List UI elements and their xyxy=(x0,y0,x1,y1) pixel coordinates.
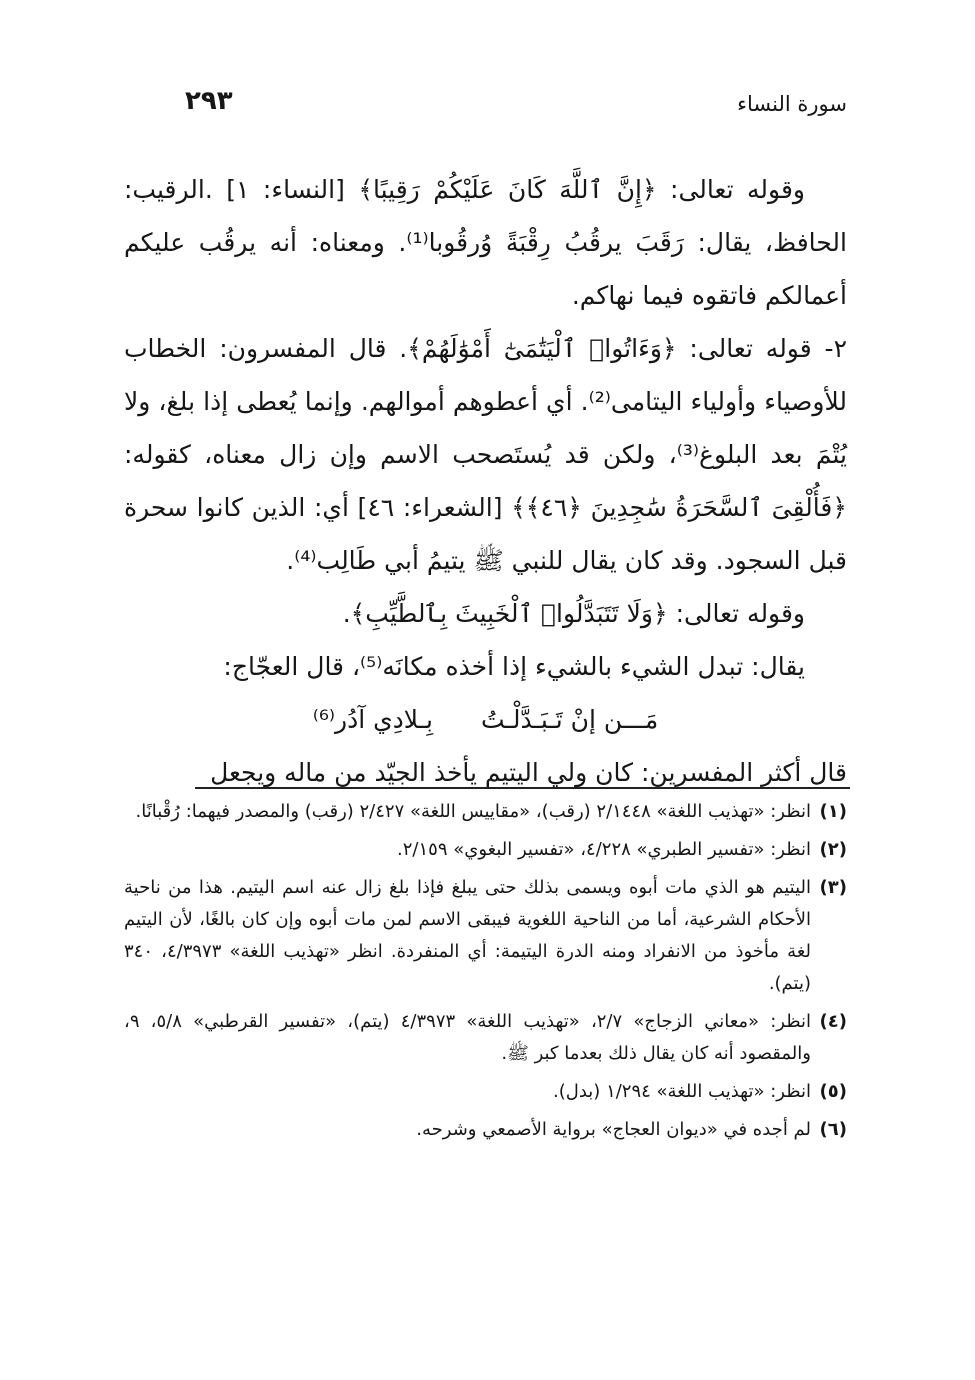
footnote-number: (٦) xyxy=(819,1119,847,1140)
footnote-text: انظر: «تفسير الطبري» ٤/٢٢٨، «تفسير البغوي» ٢/١٥٩. xyxy=(397,839,811,860)
footnote-5 xyxy=(124,1076,847,1108)
paragraph-4: يقال: تبدل الشيء بالشيء إذا أخذه مكانَه⁽⁵⁾، قال العجّاج: xyxy=(223,652,805,681)
main-text xyxy=(124,163,847,799)
verse-first-hemistich: مَـــن إنْ تَـبَـدَّلْـتُ xyxy=(480,705,659,734)
footnote-divider xyxy=(195,787,850,789)
footnote-2 xyxy=(124,834,847,866)
page-number: ٢٩٣ xyxy=(185,86,233,116)
footnotes xyxy=(124,796,847,1152)
footnote-text: انظر: «تهذيب اللغة» ٢/١٤٤٨ (رقب)، «مقاييس اللغة» ٢/٤٢٧ (رقب) والمصدر فيهما: رُقْبانًا. xyxy=(135,801,811,822)
footnote-text: انظر: «تهذيب اللغة» ١/٢٩٤ (بدل). xyxy=(553,1081,811,1102)
verse-second-hemistich: بِـلادِي آدُر⁽⁶⁾ xyxy=(312,705,433,734)
page-header xyxy=(140,86,847,132)
footnote-number: (٣) xyxy=(819,877,847,898)
footnote-4 xyxy=(124,1006,847,1070)
footnote-1 xyxy=(124,796,847,828)
footnote-number: (٥) xyxy=(819,1081,847,1102)
footnote-number: (١) xyxy=(819,801,847,822)
footnote-number: (٤) xyxy=(819,1011,847,1032)
footnote-number: (٢) xyxy=(819,839,847,860)
surah-title: سورة النساء xyxy=(737,92,847,116)
footnote-text: اليتيم هو الذي مات أبوه ويسمى بذلك حتى يبلغ فإذا بلغ زال عنه اسم اليتيم. هذا من ناحية الأحكام الشرعية، أما من الناحية اللغوية فيبقى الاسم لمن مات أبوه وإن كان بالغًا، لأن اليتيم لغة مأخوذ من الانفراد ومنه الدرة اليتيمة: أي المنفردة. انظر «تهذيب اللغة» ٤/٣٩٧٣، ٣٤٠ (يتم). xyxy=(124,877,811,994)
footnote-text: لم أجده في «ديوان العجاج» برواية الأصمعي وشرحه. xyxy=(416,1119,811,1140)
paragraph-1: وقوله تعالى: ﴿إِنَّ ٱللَّهَ كَانَ عَلَيْكُمْ رَقِيبًا﴾ [النساء: ١] .الرقيب: الحافظ، يقال: رَقَبَ يرقُبُ رِقْبَةً وُرقُوبا⁽¹⁾. ومعناه: أنه يرقُب عليكم أعمالكم فاتقوه فيما نهاكم. xyxy=(124,175,847,310)
footnote-6 xyxy=(124,1114,847,1146)
paragraph-2: ٢- قوله تعالى: ﴿وَءَاتُوا۟ ٱلْيَتَٰمَىٰٓ أَمْوَٰلَهُمْ﴾. قال المفسرون: الخطاب للأوصياء وأولياء اليتامى⁽²⁾. أي أعطوهم أموالهم. وإنما يُعطى إذا بلغ، ولا يُتْمَ بعد البلوغ⁽³⁾، ولكن قد يُستَصحب الاسم وإن زال معناه، كقوله: ﴿فَأُلْقِىَ ٱلسَّحَرَةُ سَٰجِدِينَ ﴿٤٦﴾﴾ [الشعراء: ٤٦] أي: الذين كانوا سحرة قبل السجود. وقد كان يقال للنبي ﷺ يتيمُ أبي طَالِب⁽⁴⁾. xyxy=(124,334,848,575)
paragraph-5: قال أكثر المفسرين: كان ولي اليتيم يأخذ الجيّد من ماله ويجعل xyxy=(210,758,847,787)
paragraph-3: وقوله تعالى: ﴿وَلَا تَتَبَدَّلُوا۟ ٱلْخَبِيثَ بِٱلطَّيِّبِ﴾. xyxy=(342,599,805,628)
poetry-verse xyxy=(124,693,847,746)
footnote-3 xyxy=(124,872,847,1000)
footnote-text: انظر: «معاني الزجاج» ٢/٧، «تهذيب اللغة» ٤/٣٩٧٣ (يتم)، «تفسير القرطبي» ٥/٨، ٩، والمقصود أنه كان يقال ذلك بعدما كبر ﷺ. xyxy=(124,1011,811,1064)
